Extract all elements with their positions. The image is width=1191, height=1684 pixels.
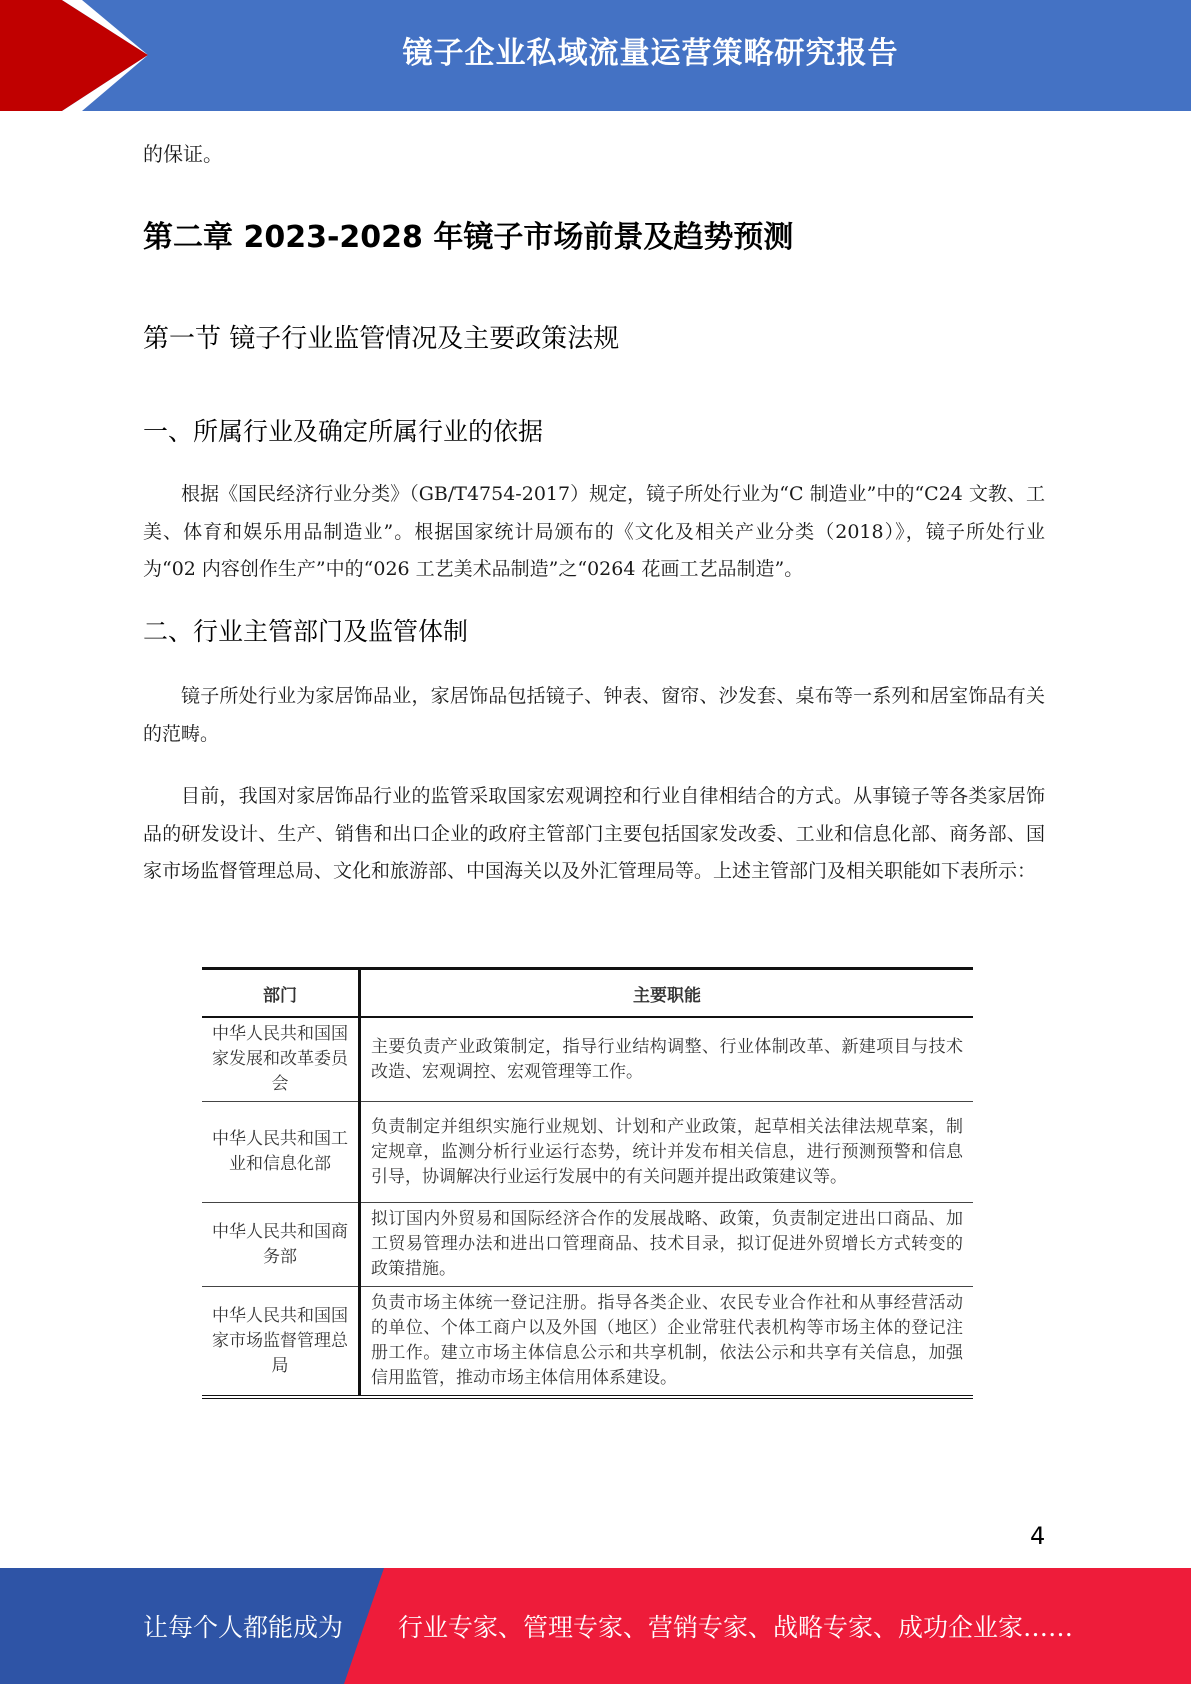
page-header — [0, 0, 1191, 111]
paragraph: 目前，我国对家居饰品行业的监管采取国家宏观调控和行业自律相结合的方式。从事镜子等各类家居饰品的研发设计、生产、销售和出口企业的政府主管部门主要包括国家发改委、工业和信息化部、商务部、国家市场监督管理总局、文化和旅游部、中国海关以及外汇管理局等。上述主管部门及相关职能如下表所示： — [143, 785, 1045, 882]
table-row — [202, 1017, 973, 1102]
page-number: 4 — [1030, 1522, 1046, 1550]
table-cell-duty: 负责制定并组织实施行业规划、计划和产业政策，起草相关法律法规草案，制定规章，监测分析行业运行态势，统计并发布相关信息，进行预测预警和信息引导，协调解决行业运行发展中的有关问题并提出政策建议等。 — [360, 1102, 974, 1203]
page-footer — [0, 1568, 1191, 1684]
table-cell-duty: 负责市场主体统一登记注册。指导各类企业、农民专业合作社和从事经营活动的单位、个体工商户以及外国（地区）企业常驻代表机构等市场主体的登记注册工作。建立市场主体信息公示和共享机制，依法公示和共享有关信息，加强信用监管，推动市场主体信用体系建设。 — [360, 1287, 974, 1398]
intro-text: 的保证。 — [143, 142, 223, 166]
table-header-cell: 部门 — [202, 969, 360, 1018]
table-header-row — [202, 969, 973, 1018]
report-title: 镜子企业私域流量运营策略研究报告 — [402, 36, 899, 71]
paragraph: 根据《国民经济行业分类》（GB/T4754-2017）规定，镜子所处行业为“C 制造业”中的“C24 文教、工美、体育和娱乐用品制造业”。根据国家统计局颁布的《文化及相关产业分类（2018）》，镜子所处行业为“02 内容创作生产”中的“026 工艺美术品制造”之“0264 花画工艺品制造”。 — [143, 483, 1045, 580]
table-row — [202, 1203, 973, 1287]
table-cell-duty: 拟订国内外贸易和国际经济合作的发展战略、政策，负责制定进出口商品、加工贸易管理办法和进出口管理商品、技术目录，拟订促进外贸增长方式转变的政策措施。 — [360, 1203, 974, 1287]
subsection-heading: 一、所属行业及确定所属行业的依据 — [143, 417, 544, 446]
section-title: 第一节 镜子行业监管情况及主要政策法规 — [143, 324, 620, 354]
table-cell-dept: 中华人民共和国工业和信息化部 — [202, 1102, 360, 1203]
table-header-cell: 主要职能 — [360, 969, 974, 1018]
regulators-table — [202, 967, 973, 1399]
table-row — [202, 1287, 973, 1398]
chapter-title: 第二章 2023-2028 年镜子市场前景及趋势预测 — [143, 220, 794, 255]
table-row — [202, 1102, 973, 1203]
table-cell-dept: 中华人民共和国国家市场监督管理总局 — [202, 1287, 360, 1398]
paragraph: 镜子所处行业为家居饰品业，家居饰品包括镜子、钟表、窗帘、沙发套、桌布等一系列和居室饰品有关的范畴。 — [143, 685, 1045, 745]
subsection-heading: 二、行业主管部门及监管体制 — [143, 617, 469, 646]
table-cell-dept: 中华人民共和国商务部 — [202, 1203, 360, 1287]
table-cell-duty: 主要负责产业政策制定，指导行业结构调整、行业体制改革、新建项目与技术改造、宏观调控、宏观管理等工作。 — [360, 1017, 974, 1102]
table-cell-dept: 中华人民共和国国家发展和改革委员会 — [202, 1017, 360, 1102]
footer-slogan-right: 行业专家、管理专家、营销专家、战略专家、成功企业家…… — [398, 1613, 1074, 1642]
footer-slogan-left: 让每个人都能成为 — [143, 1613, 344, 1642]
